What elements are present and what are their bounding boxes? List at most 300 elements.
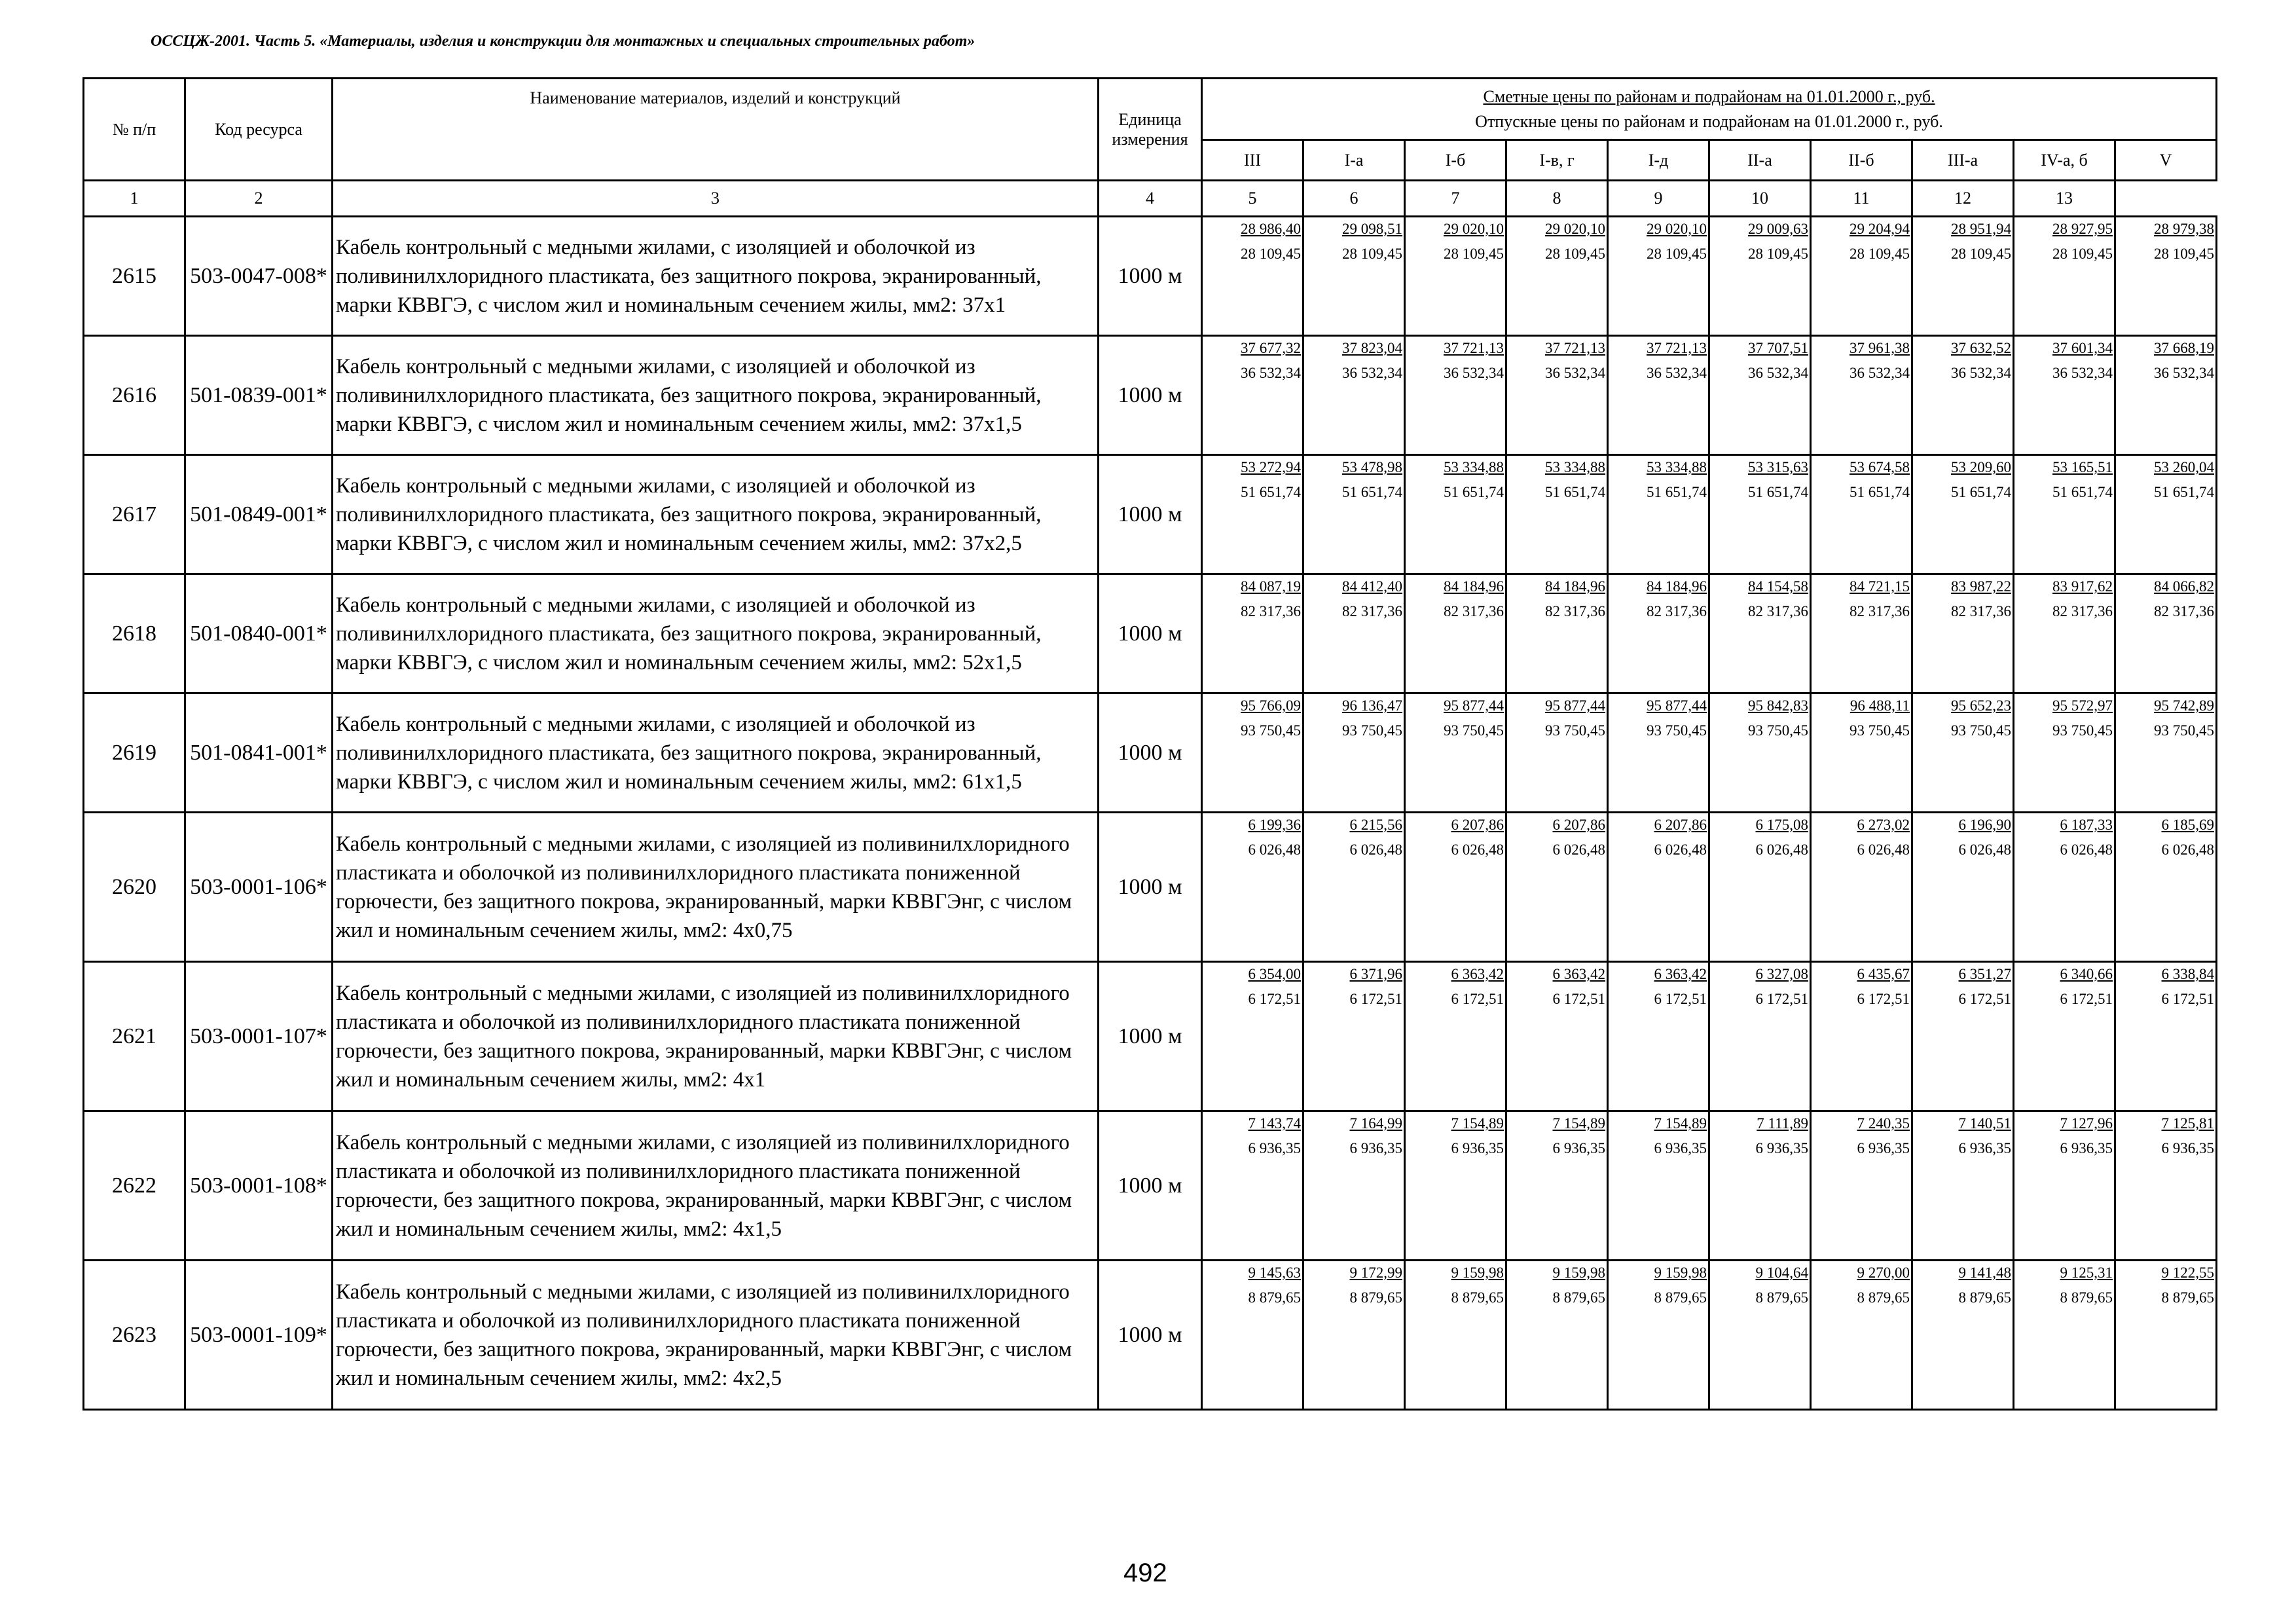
estimate-price: 37 707,51 — [1748, 340, 1808, 356]
release-price: 6 172,51 — [1958, 991, 2011, 1007]
release-price: 51 651,74 — [1241, 484, 1301, 500]
price-cell — [1709, 1111, 1811, 1261]
price-cell — [1608, 1111, 1709, 1261]
estimate-price: 84 412,40 — [1342, 578, 1402, 595]
row-number: 2620 — [84, 813, 185, 962]
estimate-price: 53 478,98 — [1342, 459, 1402, 475]
release-price: 51 651,74 — [1748, 484, 1808, 500]
price-cell — [1811, 1261, 1912, 1410]
release-price: 6 026,48 — [1552, 841, 1605, 858]
release-price: 93 750,45 — [1444, 722, 1504, 739]
price-cell — [2014, 217, 2115, 336]
estimate-price: 7 164,99 — [1349, 1115, 1402, 1132]
release-price: 36 532,34 — [1342, 365, 1402, 381]
release-price: 82 317,36 — [1342, 603, 1402, 619]
release-price: 8 879,65 — [1857, 1289, 1910, 1306]
price-cell — [1811, 336, 1912, 455]
release-price: 6 026,48 — [1857, 841, 1910, 858]
estimate-price: 53 334,88 — [1444, 459, 1504, 475]
release-price: 6 936,35 — [1552, 1140, 1605, 1156]
release-price: 6 936,35 — [2060, 1140, 2113, 1156]
release-price: 82 317,36 — [1647, 603, 1707, 619]
release-price: 6 172,51 — [1451, 991, 1504, 1007]
price-cell — [1709, 574, 1811, 693]
price-cell — [1912, 693, 2014, 813]
price-cell — [2014, 1261, 2115, 1410]
price-cell — [1608, 336, 1709, 455]
release-price: 6 936,35 — [2161, 1140, 2215, 1156]
table-body — [84, 79, 2217, 1410]
estimate-price: 84 184,96 — [1545, 578, 1605, 595]
release-price: 6 026,48 — [1958, 841, 2011, 858]
price-cell — [1608, 962, 1709, 1111]
price-cell — [1202, 962, 1303, 1111]
header-unit: Единица измерения — [1099, 79, 1202, 181]
estimate-price: 9 141,48 — [1958, 1264, 2011, 1281]
release-price: 36 532,34 — [2052, 365, 2113, 381]
row-number: 2619 — [84, 693, 185, 813]
price-cell — [1811, 1111, 1912, 1261]
row-number: 2621 — [84, 962, 185, 1111]
estimate-price: 28 986,40 — [1241, 221, 1301, 237]
price-cell — [1608, 1261, 1709, 1410]
estimate-price: 9 104,64 — [1755, 1264, 1808, 1281]
column-number-cell: 13 — [2014, 181, 2115, 217]
price-cell — [1709, 217, 1811, 336]
release-price: 28 109,45 — [2052, 246, 2113, 262]
material-name: Кабель контрольный с медными жилами, с изоляцией из поливинилхлоридного пластиката и оболочкой из поливинилхлоридного пластиката пониженной горючести, без защитного покрова, экранированный, марки КВВГЭнг, с числом жил и номинальным сечением жилы, мм2: 4х0,75 — [333, 813, 1099, 962]
price-cell — [1811, 962, 1912, 1111]
estimate-price: 83 917,62 — [2052, 578, 2113, 595]
header-code: Код ресурса — [185, 79, 333, 181]
price-cell — [1506, 217, 1608, 336]
release-price: 82 317,36 — [2154, 603, 2215, 619]
header-estimate-title: Сметные цены по районам и подрайонам на 01.01.2000 г., руб. — [1483, 86, 1935, 106]
release-price: 93 750,45 — [1748, 722, 1808, 739]
price-cell — [1202, 336, 1303, 455]
measure-unit: 1000 м — [1099, 962, 1202, 1111]
table-row — [84, 336, 2217, 455]
release-price: 8 879,65 — [1552, 1289, 1605, 1306]
document-header: ОССЦЖ-2001. Часть 5. «Материалы, изделия и конструкции для монтажных и специальных строительных работ» — [151, 33, 975, 50]
price-cell — [1709, 1261, 1811, 1410]
price-cell — [2115, 336, 2217, 455]
release-price: 6 936,35 — [1958, 1140, 2011, 1156]
price-cell — [2115, 693, 2217, 813]
release-price: 6 936,35 — [1349, 1140, 1402, 1156]
resource-code: 503-0047-008* — [185, 217, 333, 336]
price-cell — [1608, 693, 1709, 813]
material-name: Кабель контрольный с медными жилами, с изоляцией из поливинилхлоридного пластиката и оболочкой из поливинилхлоридного пластиката пониженной горючести, без защитного покрова, экранированный, марки КВВГЭнг, с числом жил и номинальным сечением жилы, мм2: 4х1,5 — [333, 1111, 1099, 1261]
header-name: Наименование материалов, изделий и конструкций — [333, 79, 1099, 181]
price-cell — [1608, 217, 1709, 336]
estimate-price: 6 185,69 — [2161, 817, 2215, 833]
release-price: 93 750,45 — [1951, 722, 2011, 739]
measure-unit: 1000 м — [1099, 336, 1202, 455]
release-price: 36 532,34 — [1647, 365, 1707, 381]
row-number: 2615 — [84, 217, 185, 336]
price-cell — [2014, 1111, 2115, 1261]
price-cell — [1912, 1261, 2014, 1410]
table-row — [84, 693, 2217, 813]
estimate-price: 95 572,97 — [2052, 697, 2113, 714]
price-cell — [1912, 1111, 2014, 1261]
release-price: 6 026,48 — [1451, 841, 1504, 858]
price-cell — [1202, 693, 1303, 813]
price-cell — [1709, 813, 1811, 962]
estimate-price: 29 098,51 — [1342, 221, 1402, 237]
estimate-price: 6 327,08 — [1755, 966, 1808, 982]
material-name: Кабель контрольный с медными жилами, с изоляцией и оболочкой из поливинилхлоридного пластиката, без защитного покрова, экранированный, марки КВВГЭ, с числом жил и номинальным сечением жилы, мм2: 37х1,5 — [333, 336, 1099, 455]
release-price: 6 172,51 — [1654, 991, 1707, 1007]
resource-code: 503-0001-107* — [185, 962, 333, 1111]
release-price: 6 026,48 — [1654, 841, 1707, 858]
estimate-price: 28 927,95 — [2052, 221, 2113, 237]
price-cell — [1303, 962, 1405, 1111]
release-price: 36 532,34 — [1748, 365, 1808, 381]
measure-unit: 1000 м — [1099, 813, 1202, 962]
measure-unit: 1000 м — [1099, 217, 1202, 336]
release-price: 8 879,65 — [1755, 1289, 1808, 1306]
estimate-price: 95 652,23 — [1951, 697, 2011, 714]
estimate-price: 95 842,83 — [1748, 697, 1808, 714]
estimate-price: 95 877,44 — [1545, 697, 1605, 714]
release-price: 51 651,74 — [1545, 484, 1605, 500]
estimate-price: 7 154,89 — [1654, 1115, 1707, 1132]
price-cell — [2014, 336, 2115, 455]
price-cell — [1912, 336, 2014, 455]
table-row — [84, 455, 2217, 574]
measure-unit: 1000 м — [1099, 1111, 1202, 1261]
price-cell — [1811, 217, 1912, 336]
estimate-price: 53 272,94 — [1241, 459, 1301, 475]
price-cell — [1912, 574, 2014, 693]
release-price: 8 879,65 — [1248, 1289, 1301, 1306]
resource-code: 503-0001-108* — [185, 1111, 333, 1261]
column-number-cell: 2 — [185, 181, 333, 217]
release-price: 8 879,65 — [2161, 1289, 2215, 1306]
release-price: 93 750,45 — [1545, 722, 1605, 739]
release-price: 36 532,34 — [2154, 365, 2215, 381]
row-number: 2616 — [84, 336, 185, 455]
estimate-price: 9 145,63 — [1248, 1264, 1301, 1281]
table-row — [84, 574, 2217, 693]
price-cell — [1912, 813, 2014, 962]
release-price: 36 532,34 — [1850, 365, 1910, 381]
release-price: 93 750,45 — [1647, 722, 1707, 739]
column-number-row — [84, 181, 2217, 217]
price-cell — [1506, 693, 1608, 813]
estimate-price: 53 334,88 — [1647, 459, 1707, 475]
measure-unit: 1000 м — [1099, 693, 1202, 813]
release-price: 82 317,36 — [1748, 603, 1808, 619]
release-price: 93 750,45 — [1850, 722, 1910, 739]
measure-unit: 1000 м — [1099, 574, 1202, 693]
table-row — [84, 217, 2217, 336]
release-price: 51 651,74 — [1951, 484, 2011, 500]
release-price: 28 109,45 — [1748, 246, 1808, 262]
estimate-price: 95 742,89 — [2154, 697, 2215, 714]
price-cell — [1405, 217, 1506, 336]
release-price: 6 936,35 — [1755, 1140, 1808, 1156]
row-number: 2617 — [84, 455, 185, 574]
price-cell — [1506, 1111, 1608, 1261]
estimate-price: 53 260,04 — [2154, 459, 2215, 475]
price-cell — [1405, 813, 1506, 962]
price-cell — [1811, 574, 1912, 693]
release-price: 51 651,74 — [1850, 484, 1910, 500]
release-price: 36 532,34 — [1444, 365, 1504, 381]
column-number-cell: 6 — [1303, 181, 1405, 217]
estimate-price: 6 273,02 — [1857, 817, 1910, 833]
release-price: 82 317,36 — [1850, 603, 1910, 619]
header-prices — [1202, 79, 2217, 140]
region-header-cell: I-в, г — [1506, 140, 1608, 181]
resource-code: 503-0001-109* — [185, 1261, 333, 1410]
price-cell — [1506, 813, 1608, 962]
price-cell — [2014, 693, 2115, 813]
price-cell — [1303, 693, 1405, 813]
release-price: 28 109,45 — [1444, 246, 1504, 262]
estimate-price: 84 184,96 — [1444, 578, 1504, 595]
price-cell — [1811, 455, 1912, 574]
estimate-price: 37 677,32 — [1241, 340, 1301, 356]
region-header-cell: III — [1202, 140, 1303, 181]
release-price: 6 936,35 — [1857, 1140, 1910, 1156]
price-cell — [2115, 1261, 2217, 1410]
region-header-cell: I-д — [1608, 140, 1709, 181]
price-cell — [1303, 455, 1405, 574]
estimate-price: 9 159,98 — [1654, 1264, 1707, 1281]
price-cell — [1303, 336, 1405, 455]
column-number-cell: 12 — [1912, 181, 2014, 217]
price-cell — [1405, 962, 1506, 1111]
release-price: 36 532,34 — [1951, 365, 2011, 381]
row-number: 2623 — [84, 1261, 185, 1410]
estimate-price: 6 199,36 — [1248, 817, 1301, 833]
estimate-price: 53 674,58 — [1850, 459, 1910, 475]
region-header-cell: II-б — [1811, 140, 1912, 181]
price-cell — [1405, 1111, 1506, 1261]
estimate-price: 6 363,42 — [1654, 966, 1707, 982]
estimate-price: 53 315,63 — [1748, 459, 1808, 475]
estimate-price: 9 159,98 — [1451, 1264, 1504, 1281]
estimate-price: 29 020,10 — [1444, 221, 1504, 237]
price-cell — [1709, 693, 1811, 813]
estimate-price: 9 270,00 — [1857, 1264, 1910, 1281]
estimate-price: 53 165,51 — [2052, 459, 2113, 475]
estimate-price: 6 196,90 — [1958, 817, 2011, 833]
release-price: 36 532,34 — [1241, 365, 1301, 381]
price-cell — [1202, 1261, 1303, 1410]
column-number-cell: 7 — [1405, 181, 1506, 217]
price-cell — [1506, 455, 1608, 574]
material-name: Кабель контрольный с медными жилами, с изоляцией и оболочкой из поливинилхлоридного пластиката, без защитного покрова, экранированный, марки КВВГЭ, с числом жил и номинальным сечением жилы, мм2: 37х2,5 — [333, 455, 1099, 574]
release-price: 6 172,51 — [2060, 991, 2113, 1007]
release-price: 6 936,35 — [1654, 1140, 1707, 1156]
price-cell — [1303, 813, 1405, 962]
column-number-cell: 8 — [1506, 181, 1608, 217]
price-cell — [1709, 455, 1811, 574]
estimate-price: 7 154,89 — [1451, 1115, 1504, 1132]
region-header-cell: I-а — [1303, 140, 1405, 181]
estimate-price: 9 172,99 — [1349, 1264, 1402, 1281]
price-cell — [2115, 574, 2217, 693]
estimate-price: 84 184,96 — [1647, 578, 1707, 595]
material-name: Кабель контрольный с медными жилами, с изоляцией и оболочкой из поливинилхлоридного пластиката, без защитного покрова, экранированный, марки КВВГЭ, с числом жил и номинальным сечением жилы, мм2: 37х1 — [333, 217, 1099, 336]
region-header-cell: IV-а, б — [2014, 140, 2115, 181]
price-cell — [1202, 455, 1303, 574]
price-cell — [1405, 336, 1506, 455]
release-price: 28 109,45 — [1850, 246, 1910, 262]
release-price: 8 879,65 — [2060, 1289, 2113, 1306]
price-cell — [2115, 455, 2217, 574]
release-price: 8 879,65 — [1654, 1289, 1707, 1306]
material-name: Кабель контрольный с медными жилами, с изоляцией из поливинилхлоридного пластиката и оболочкой из поливинилхлоридного пластиката пониженной горючести, без защитного покрова, экранированный, марки КВВГЭнг, с числом жил и номинальным сечением жилы, мм2: 4х1 — [333, 962, 1099, 1111]
release-price: 8 879,65 — [1349, 1289, 1402, 1306]
table-row — [84, 1261, 2217, 1410]
estimate-price: 7 154,89 — [1552, 1115, 1605, 1132]
estimate-price: 84 154,58 — [1748, 578, 1808, 595]
measure-unit: 1000 м — [1099, 1261, 1202, 1410]
estimate-price: 7 127,96 — [2060, 1115, 2113, 1132]
release-price: 93 750,45 — [1241, 722, 1301, 739]
price-cell — [1912, 962, 2014, 1111]
price-cell — [1506, 1261, 1608, 1410]
release-price: 6 172,51 — [2161, 991, 2215, 1007]
resource-code: 501-0839-001* — [185, 336, 333, 455]
region-header-cell: V — [2115, 140, 2217, 181]
estimate-price: 6 371,96 — [1349, 966, 1402, 982]
release-price: 6 936,35 — [1248, 1140, 1301, 1156]
release-price: 28 109,45 — [1342, 246, 1402, 262]
column-number-cell: 1 — [84, 181, 185, 217]
release-price: 6 026,48 — [1755, 841, 1808, 858]
price-cell — [1608, 813, 1709, 962]
release-price: 51 651,74 — [1444, 484, 1504, 500]
price-cell — [2014, 962, 2115, 1111]
release-price: 93 750,45 — [2052, 722, 2113, 739]
estimate-price: 6 207,86 — [1451, 817, 1504, 833]
release-price: 93 750,45 — [1342, 722, 1402, 739]
material-name: Кабель контрольный с медными жилами, с изоляцией и оболочкой из поливинилхлоридного пластиката, без защитного покрова, экранированный, марки КВВГЭ, с числом жил и номинальным сечением жилы, мм2: 61х1,5 — [333, 693, 1099, 813]
release-price: 28 109,45 — [1241, 246, 1301, 262]
estimate-price: 37 668,19 — [2154, 340, 2215, 356]
release-price: 6 026,48 — [2060, 841, 2113, 858]
estimate-price: 7 143,74 — [1248, 1115, 1301, 1132]
estimate-price: 96 136,47 — [1342, 697, 1402, 714]
estimate-price: 6 207,86 — [1552, 817, 1605, 833]
release-price: 28 109,45 — [1951, 246, 2011, 262]
release-price: 51 651,74 — [1342, 484, 1402, 500]
header-num: № п/п — [84, 79, 185, 181]
resource-code: 501-0849-001* — [185, 455, 333, 574]
price-cell — [1405, 1261, 1506, 1410]
table-row — [84, 1111, 2217, 1261]
estimate-price: 7 240,35 — [1857, 1115, 1910, 1132]
estimate-price: 95 766,09 — [1241, 697, 1301, 714]
release-price: 82 317,36 — [1951, 603, 2011, 619]
estimate-price: 37 721,13 — [1647, 340, 1707, 356]
price-cell — [1506, 962, 1608, 1111]
price-cell — [1912, 217, 2014, 336]
release-price: 6 026,48 — [2161, 841, 2215, 858]
column-number-cell: 10 — [1709, 181, 1811, 217]
material-name: Кабель контрольный с медными жилами, с изоляцией из поливинилхлоридного пластиката и оболочкой из поливинилхлоридного пластиката пониженной горючести, без защитного покрова, экранированный, марки КВВГЭнг, с числом жил и номинальным сечением жилы, мм2: 4х2,5 — [333, 1261, 1099, 1410]
estimate-price: 37 823,04 — [1342, 340, 1402, 356]
table-row — [84, 962, 2217, 1111]
estimate-price: 6 215,56 — [1349, 817, 1402, 833]
release-price: 6 936,35 — [1451, 1140, 1504, 1156]
price-cell — [1405, 693, 1506, 813]
resource-code: 503-0001-106* — [185, 813, 333, 962]
estimate-price: 37 961,38 — [1850, 340, 1910, 356]
estimate-price: 53 334,88 — [1545, 459, 1605, 475]
price-cell — [2115, 1111, 2217, 1261]
resource-code: 501-0841-001* — [185, 693, 333, 813]
release-price: 82 317,36 — [1241, 603, 1301, 619]
estimate-price: 37 601,34 — [2052, 340, 2113, 356]
release-price: 28 109,45 — [2154, 246, 2215, 262]
release-price: 51 651,74 — [2052, 484, 2113, 500]
estimate-price: 96 488,11 — [1850, 697, 1910, 714]
material-name: Кабель контрольный с медными жилами, с изоляцией и оболочкой из поливинилхлоридного пластиката, без защитного покрова, экранированный, марки КВВГЭ, с числом жил и номинальным сечением жилы, мм2: 52х1,5 — [333, 574, 1099, 693]
price-cell — [2115, 962, 2217, 1111]
price-cell — [1202, 217, 1303, 336]
table-row — [84, 813, 2217, 962]
estimate-price: 7 125,81 — [2161, 1115, 2215, 1132]
release-price: 6 172,51 — [1857, 991, 1910, 1007]
estimate-price: 29 020,10 — [1647, 221, 1707, 237]
estimate-price: 28 951,94 — [1951, 221, 2011, 237]
estimate-price: 29 020,10 — [1545, 221, 1605, 237]
estimate-price: 6 435,67 — [1857, 966, 1910, 982]
price-cell — [1709, 962, 1811, 1111]
estimate-price: 9 122,55 — [2161, 1264, 2215, 1281]
estimate-price: 6 363,42 — [1451, 966, 1504, 982]
price-cell — [1303, 1261, 1405, 1410]
estimate-price: 29 204,94 — [1850, 221, 1910, 237]
price-cell — [1303, 574, 1405, 693]
page-number: 492 — [1123, 1559, 1167, 1587]
release-price: 51 651,74 — [2154, 484, 2215, 500]
price-cell — [1709, 336, 1811, 455]
estimate-price: 84 721,15 — [1850, 578, 1910, 595]
price-cell — [1811, 693, 1912, 813]
estimate-price: 6 340,66 — [2060, 966, 2113, 982]
column-number-cell: 9 — [1608, 181, 1709, 217]
estimate-price: 84 066,82 — [2154, 578, 2215, 595]
release-price: 82 317,36 — [2052, 603, 2113, 619]
price-cell — [1811, 813, 1912, 962]
price-cell — [1303, 217, 1405, 336]
release-price: 28 109,45 — [1647, 246, 1707, 262]
price-table — [82, 77, 2217, 1411]
release-price: 6 172,51 — [1552, 991, 1605, 1007]
release-price: 6 026,48 — [1248, 841, 1301, 858]
release-price: 8 879,65 — [1451, 1289, 1504, 1306]
resource-code: 501-0840-001* — [185, 574, 333, 693]
price-cell — [1202, 574, 1303, 693]
estimate-price: 95 877,44 — [1444, 697, 1504, 714]
price-cell — [2115, 217, 2217, 336]
price-cell — [1405, 574, 1506, 693]
estimate-price: 6 207,86 — [1654, 817, 1707, 833]
release-price: 6 172,51 — [1248, 991, 1301, 1007]
price-cell — [1202, 1111, 1303, 1261]
column-number-cell: 3 — [333, 181, 1099, 217]
price-cell — [1506, 574, 1608, 693]
